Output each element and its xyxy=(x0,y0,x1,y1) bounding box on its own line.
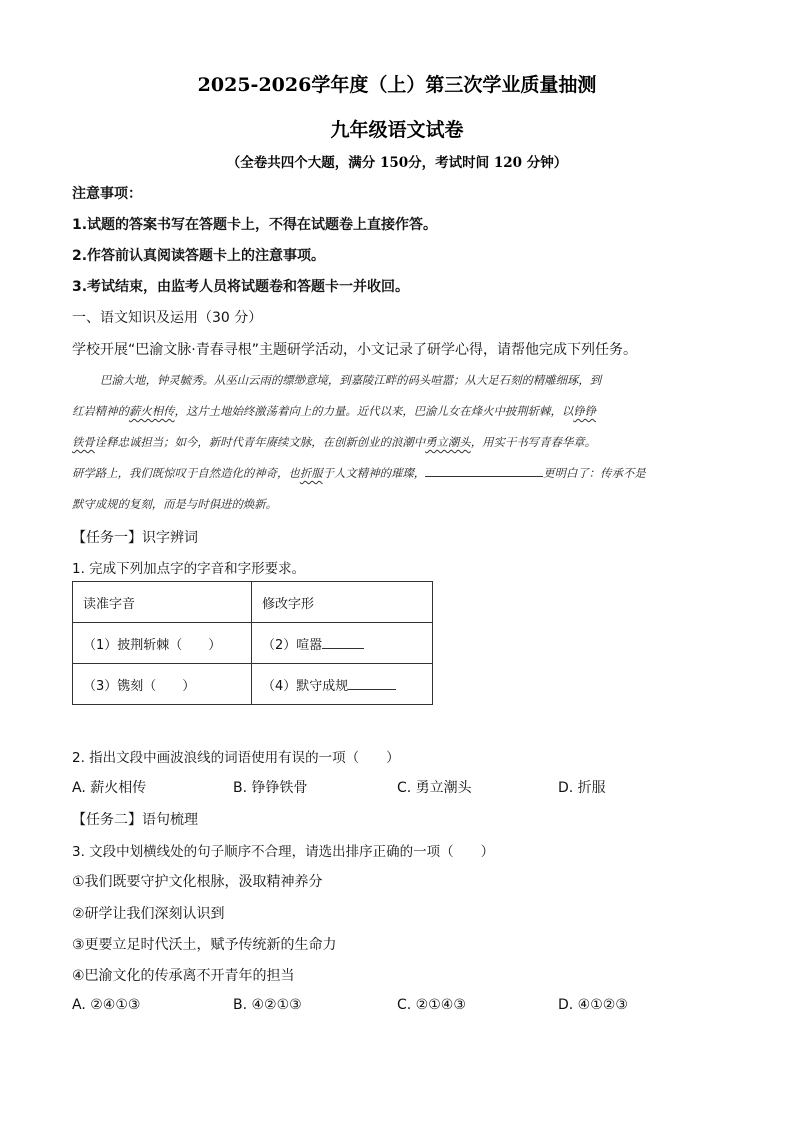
passage-line-3 xyxy=(72,434,722,450)
passage-text: 红岩精神的 xyxy=(72,404,129,418)
wavy-term-tiegu: 铁骨 xyxy=(72,435,95,449)
question-2: 2. 指出文段中画波浪线的词语使用有误的一项（ ） xyxy=(72,750,400,766)
exam-info: （全卷共四个大题，满分 150分，考试时间 120 分钟） xyxy=(226,155,568,171)
passage-line-4 xyxy=(72,465,722,481)
q2-option-a[interactable]: A. 薪火相传 xyxy=(72,780,147,796)
q2-option-b[interactable]: B. 铮铮铁骨 xyxy=(233,780,308,796)
q3-option-b[interactable]: B. ④②①③ xyxy=(233,997,302,1013)
passage-text: 研学路上，我们既惊叹于自然造化的神奇，也 xyxy=(72,466,300,480)
passage-text: 更明白了：传承不是 xyxy=(543,466,646,480)
table-header-pronunciation: 读准字音 xyxy=(73,582,252,623)
answer-blank[interactable] xyxy=(425,465,543,477)
exam-title: 2025-2026学年度（上）第三次学业质量抽测 xyxy=(197,74,597,96)
passage-text: 默守成规的复刻，而是与时俱进的焕新。 xyxy=(72,497,278,511)
q1-table xyxy=(72,581,433,705)
table-cell-1[interactable]: （1）披荆斩棘（ ） xyxy=(73,623,252,664)
table-row xyxy=(73,664,433,705)
sentence-1: ①我们既要守护文化根脉，汲取精神养分 xyxy=(72,874,323,890)
passage-line-2 xyxy=(72,403,722,419)
exam-subtitle: 九年级语文试卷 xyxy=(330,119,464,141)
q2-option-c[interactable]: C. 勇立潮头 xyxy=(397,780,472,796)
table-header-row xyxy=(73,582,433,623)
q2-option-d[interactable]: D. 折服 xyxy=(558,780,606,796)
table-cell-4[interactable]: （4）默守成规 xyxy=(252,664,433,705)
passage-text: 诠释忠诚担当；如今，新时代青年赓续文脉，在创新创业的浪潮中 xyxy=(94,435,426,449)
sentence-2: ②研学让我们深刻认识到 xyxy=(72,906,225,922)
passage-text: ，用实干书写青春华章。 xyxy=(470,435,597,449)
section1-heading: 一、语文知识及运用（30 分） xyxy=(72,310,263,326)
note-item-3: 3.考试结束，由监考人员将试题卷和答题卡一并收回。 xyxy=(72,279,410,295)
task2-heading: 【任务二】语句梳理 xyxy=(72,812,198,828)
note-item-2: 2.作答前认真阅读答题卡上的注意事项。 xyxy=(72,248,326,264)
notes-heading: 注意事项： xyxy=(72,186,142,202)
wavy-term-xinhuo: 薪火相传 xyxy=(128,404,175,418)
section1-intro: 学校开展“巴渝文脉·青春寻根”主题研学活动，小文记录了研学心得，请帮他完成下列任务。 xyxy=(72,342,637,358)
wavy-term-zhengzheng: 铮铮 xyxy=(573,404,597,418)
table-header-correction: 修改字形 xyxy=(252,582,433,623)
question-1: 1. 完成下列加点字的字音和字形要求。 xyxy=(72,561,306,577)
wavy-term-yongli: 勇立潮头 xyxy=(425,435,471,449)
task1-heading: 【任务一】识字辨词 xyxy=(72,530,198,546)
q3-option-d[interactable]: D. ④①②③ xyxy=(558,997,628,1013)
passage-text: ，这片土地始终激荡着向上的力量。近代以来，巴渝儿女在烽火中披荆斩棘，以 xyxy=(174,404,574,418)
table-row xyxy=(73,623,433,664)
note-item-1: 1.试题的答案书写在答题卡上，不得在试题卷上直接作答。 xyxy=(72,217,438,233)
question-3: 3. 文段中划横线处的句子顺序不合理，请选出排序正确的一项（ ） xyxy=(72,844,495,860)
sentence-3: ③更要立足时代沃土，赋予传统新的生命力 xyxy=(72,937,337,953)
passage-line-1 xyxy=(100,372,750,388)
q3-option-a[interactable]: A. ②④①③ xyxy=(72,997,141,1013)
table-cell-3[interactable]: （3）镌刻（ ） xyxy=(73,664,252,705)
passage-line-5 xyxy=(72,496,722,512)
sentence-4: ④巴渝文化的传承离不开青年的担当 xyxy=(72,968,295,984)
q3-option-c[interactable]: C. ②①④③ xyxy=(397,997,466,1013)
wavy-term-zhefu: 折服 xyxy=(299,466,323,480)
passage-text: 于人文精神的璀璨， xyxy=(322,466,426,480)
passage-text: 巴渝大地，钟灵毓秀。从巫山云雨的缥缈意境，到嘉陵江畔的码头喧嚣；从大足石刻的精雕细琢，到 xyxy=(100,373,602,387)
table-cell-2[interactable]: （2）喧嚣 xyxy=(252,623,433,664)
